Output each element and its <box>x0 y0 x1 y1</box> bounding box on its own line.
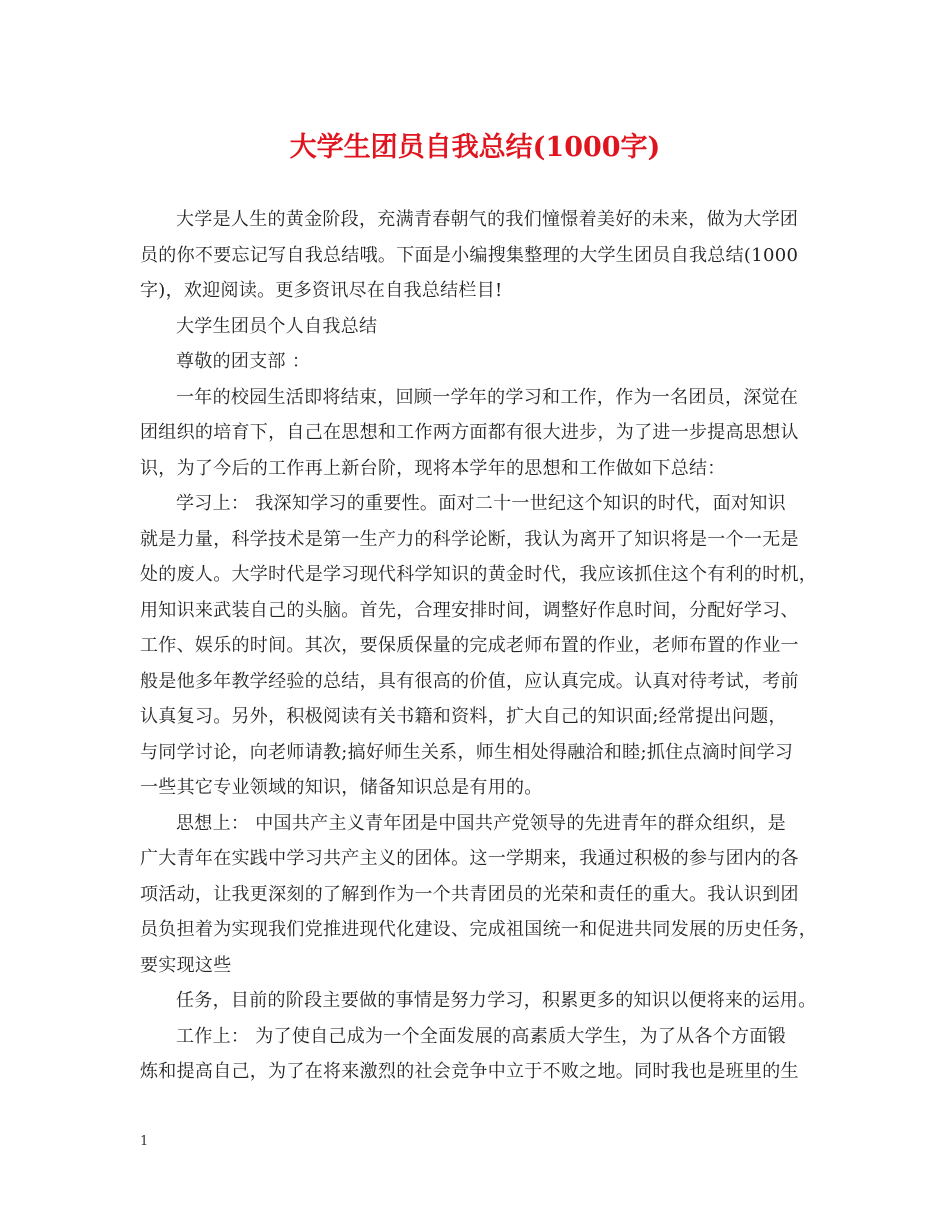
text-line: 就是力量，科学技术是第一生产力的科学论断，我认为离开了知识将是一个一无是 <box>140 528 799 550</box>
text-line: 工作上： 为了使自己成为一个全面发展的高素质大学生，为了从各个方面锻 <box>176 1025 786 1047</box>
text-line: 炼和提高自己，为了在将来激烈的社会竞争中立于不败之地。同时我也是班里的生 <box>140 1061 799 1082</box>
text-line: 团组织的培育下，自己在思想和工作两方面都有很大进步，为了进一步提高思想认 <box>140 422 799 443</box>
text-line: 大学是人生的黄金阶段，充满青春朝气的我们憧憬着美好的未来，做为大学团 <box>176 209 799 230</box>
text-line: 用知识来武装自己的头脑。首先，合理安排时间，调整好作息时间，分配好学习、 <box>140 599 799 621</box>
text-line: 项活动，让我更深刻的了解到作为一个共青团员的光荣和责任的重大。我认识到团 <box>140 883 799 905</box>
text-line: 与同学讨论，向老师请教;搞好师生关系，师生相处得融洽和睦;抓住点滴时间学习 <box>140 741 794 763</box>
document-body <box>140 202 830 1090</box>
text-line: 字)，欢迎阅读。更多资讯尽在自我总结栏目! <box>140 280 503 301</box>
text-line: 工作、娱乐的时间。其次，要保质保量的完成老师布置的作业，老师布置的作业一 <box>140 635 799 656</box>
text-line: 学习上： 我深知学习的重要性。面对二十一世纪这个知识的时代，面对知识 <box>176 493 786 514</box>
text-line: 思想上： 中国共产主义青年团是中国共产党领导的先进青年的群众组织，是 <box>176 812 786 834</box>
text-line: 员负担着为实现我们党推进现代化建设、完成祖国统一和促进共同发展的历史任务， <box>140 919 818 940</box>
text-line: 大学生团员个人自我总结 <box>176 315 378 337</box>
page-number: 1 <box>140 1134 149 1149</box>
text-line: 处的废人。大学时代是学习现代科学知识的黄金时代，我应该抓住这个有利的时机， <box>140 564 818 585</box>
text-line: 识，为了今后的工作再上新台阶，现将本学年的思想和工作做如下总结： <box>140 457 726 479</box>
text-line: 尊敬的团支部 ： <box>176 351 311 372</box>
text-line: 一年的校园生活即将结束，回顾一学年的学习和工作，作为一名团员，深觉在 <box>176 386 799 408</box>
document-title: 大学生团员自我总结(1000字) <box>289 132 661 163</box>
text-line: 般是他多年教学经验的总结，具有很高的价值，应认真完成。认真对待考试，考前 <box>140 670 799 692</box>
text-line: 一些其它专业领域的知识，储备知识总是有用的。 <box>140 777 543 798</box>
text-line: 任务，目前的阶段主要做的事情是努力学习，积累更多的知识以便将来的运用。 <box>176 990 817 1011</box>
text-line: 广大青年在实践中学习共产主义的团体。这一学期来，我通过积极的参与团内的各 <box>140 848 799 869</box>
text-line: 认真复习。另外，积极阅读有关书籍和资料，扩大自己的知识面;经常提出问题， <box>140 706 787 727</box>
text-line: 员的你不要忘记写自我总结哦。下面是小编搜集整理的大学生团员自我总结(1000 <box>140 244 799 266</box>
text-line: 要实现这些 <box>140 954 232 976</box>
